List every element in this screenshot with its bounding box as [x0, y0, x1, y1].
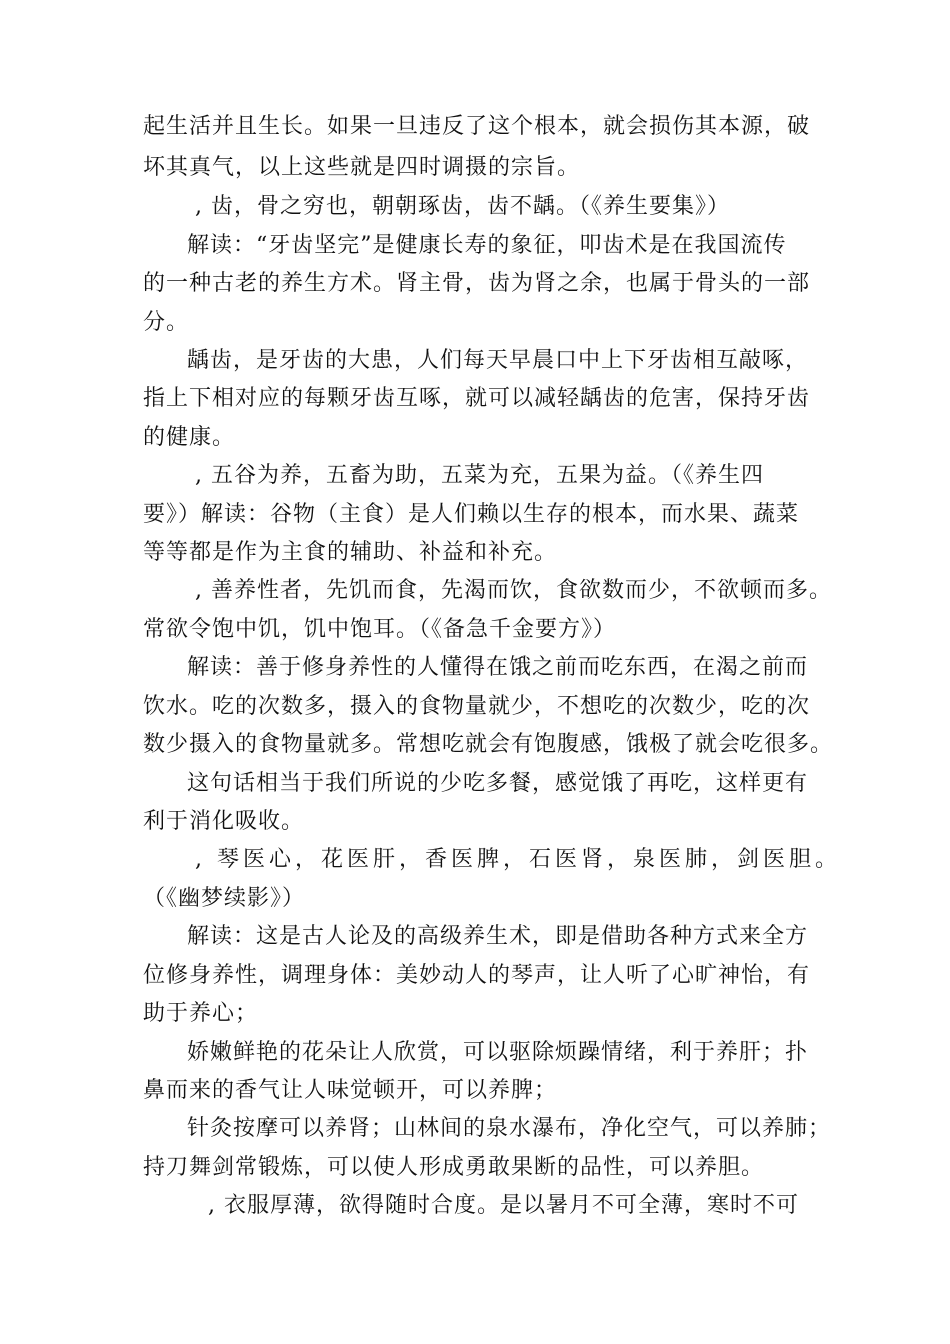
text-line: 持刀舞剑常锻炼，可以使人形成勇敢果断的品性，可以养胆。 — [143, 1155, 765, 1180]
text-line: 数少摄入的食物量就多。常想吃就会有饱腹感，饿极了就会吃很多。 — [143, 732, 834, 757]
text-line: 这句话相当于我们所说的少吃多餐，感觉饿了再吃，这样更有 — [187, 771, 809, 796]
quote-line: , 琴医心，花医肝，香医脾，石医肾，泉医肺，剑医胆。 — [195, 847, 841, 872]
text-line: 鼻而来的香气让人味觉顿开，可以养脾； — [143, 1078, 558, 1103]
quote-line: , 衣服厚薄，欲得随时合度。是以暑月不可全薄，寒时不可 — [208, 1193, 799, 1218]
text-line: 娇嫩鲜艳的花朵让人欣赏，可以驱除烦躁情绪，利于养肝；扑 — [187, 1040, 809, 1065]
quote-line: , 五谷为养，五畜为助，五菜为充，五果为益。（《养生四 — [195, 463, 764, 488]
text-line: 起生活并且生长。如果一旦违反了这个根本，就会损伤其本源，破 — [143, 114, 811, 139]
text-line: 指上下相对应的每颗牙齿互啄，就可以减轻龋齿的危害，保持牙齿 — [143, 386, 811, 411]
text-line: 饮水。吃的次数多，摄入的食物量就少，不想吃的次数少，吃的次 — [143, 694, 811, 719]
text-line: 解读：善于修身养性的人懂得在饿之前而吃东西，在渴之前而 — [187, 655, 809, 680]
text-line: 位修身养性，调理身体：美妙动人的琴声，让人听了心旷神怡，有 — [143, 963, 811, 988]
text-line: 解读：这是古人论及的高级养生术，即是借助各种方式来全方 — [187, 924, 809, 949]
text-line: 解读：“牙齿坚完”是健康长寿的象征，叩齿术是在我国流传 — [187, 233, 787, 258]
text-line: 的一种古老的养生方术。肾主骨，齿为肾之余，也属于骨头的一部 — [143, 271, 811, 296]
text-line: 常欲令饱中饥，饥中饱耳。（《备急千金要方》） — [143, 617, 617, 642]
text-line: 针灸按摩可以养肾；山林间的泉水瀑布，净化空气，可以养肺； — [187, 1116, 832, 1141]
text-line: 利于消化吸收。 — [143, 809, 305, 834]
quote-line: , 齿，骨之穷也，朝朝琢齿，齿不龋。（《养生要集》） — [195, 194, 730, 219]
text-line: 龋齿，是牙齿的大患，人们每天早晨口中上下牙齿相互敲啄， — [187, 348, 809, 373]
text-line: 分。 — [143, 310, 190, 335]
quote-line: , 善养性者，先饥而食，先渴而饮，食欲数而少，不欲顿而多。 — [195, 578, 832, 603]
text-line: 要》）解读：谷物（主食）是人们赖以生存的根本，而水果、蔬菜 — [143, 502, 800, 527]
text-line: 坏其真气，以上这些就是四时调摄的宗旨。 — [143, 155, 581, 180]
text-line: 等等都是作为主食的辅助、补益和补充。 — [143, 540, 558, 565]
text-line: （《幽梦续影》） — [143, 886, 306, 911]
text-line: 助于养心； — [143, 1001, 259, 1026]
text-line: 的健康。 — [143, 425, 236, 450]
